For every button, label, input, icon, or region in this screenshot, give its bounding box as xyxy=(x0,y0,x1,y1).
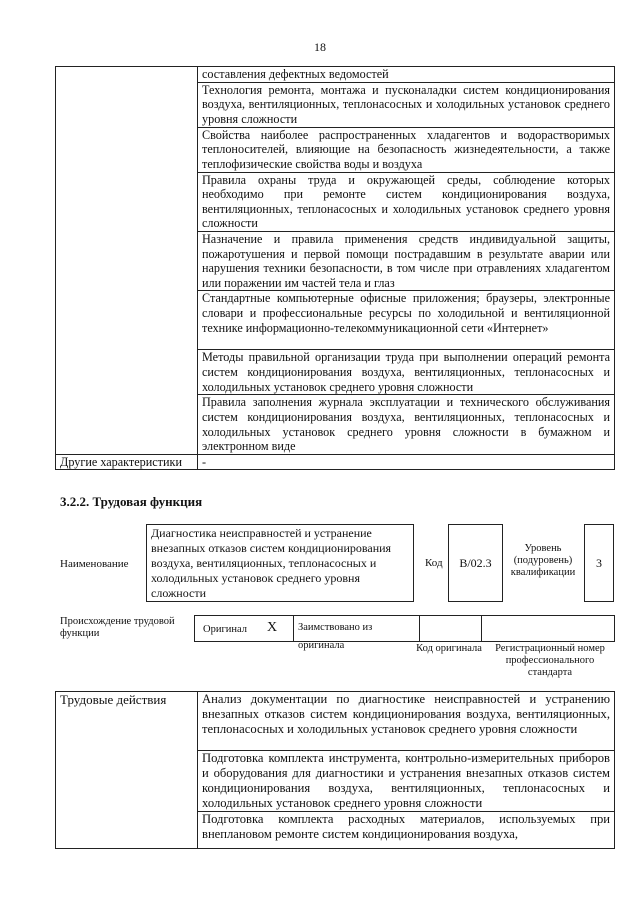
function-name: Диагностика неисправностей и устранение внезапных отказов систем кондиционирования воздуха, вентиляционных, теплонасосных и холодильных установок среднего уровня сложности xyxy=(151,526,392,600)
origin-label: Происхождение трудовой функции xyxy=(60,616,175,639)
knowledge-item: Правила охраны труда и окружающей среды, соблюдение которых необходимо при ремонте систем кондиционирования воздуха, вентиляционных, теплонасосных и холодильных установок среднего уровня сложности xyxy=(198,172,615,231)
original-code-box xyxy=(419,615,482,642)
code-value: B/02.3 xyxy=(459,556,492,570)
actions-label: Трудовые действия xyxy=(56,692,198,849)
table-row xyxy=(56,692,615,751)
regnum-box xyxy=(481,615,615,642)
action-item: Подготовка комплекта инструмента, контрольно-измерительных приборов и оборудования для диагностики и устранения внезапных отказов систем кондиционирования воздуха, вентиляционных, теплонасосных и холодильных установок среднего уровня сложности xyxy=(198,751,615,812)
code-caption: Код оригинала xyxy=(416,643,482,654)
borrowed-label: Заимствовано из оригинала xyxy=(298,622,373,651)
knowledge-item: Правила заполнения журнала эксплуатации и технического обслуживания систем кондиционирования воздуха, вентиляционных, теплонасосных и холодильных установок среднего уровня сложности в бумажном и электронном виде xyxy=(198,395,615,454)
original-label: Оригинал xyxy=(203,624,247,635)
level-box xyxy=(584,524,614,602)
name-label: Наименование xyxy=(60,558,129,570)
original-mark: X xyxy=(267,620,278,635)
knowledge-item: Технология ремонта, монтажа и пусконаладки систем кондиционирования воздуха, вентиляционных, теплонасосных и холодильных установок среднего уровня сложности xyxy=(198,82,615,127)
table-row xyxy=(56,67,615,83)
knowledge-item: Методы правильной организации труда при выполнении операций ремонта систем кондиционирования воздуха, вентиляционных, теплонасосных и холодильных установок среднего уровня сложности xyxy=(198,350,615,395)
code-box xyxy=(448,524,503,602)
borrowed-box xyxy=(293,615,420,651)
page-number: 18 xyxy=(314,40,326,54)
action-item: Анализ документации по диагностике неисправностей и устранению внезапных отказов систем кондиционирования воздуха, вентиляционных, теплонасосных и холодильных установок среднего уровня сложности xyxy=(198,692,615,751)
function-name-box xyxy=(146,524,414,602)
knowledge-item: составления дефектных ведомостей xyxy=(198,67,615,83)
actions-table xyxy=(55,691,615,849)
other-characteristics-value: - xyxy=(198,454,615,470)
section-title: 3.2.2. Трудовая функция xyxy=(60,494,203,509)
code-label: Код xyxy=(425,557,443,569)
level-value: 3 xyxy=(596,556,602,570)
knowledge-table xyxy=(55,66,615,470)
regnum-caption: Регистрационный номер профессионального стандарта xyxy=(495,643,605,678)
knowledge-item: Назначение и правила применения средств индивидуальной защиты, пожаротушения и первой помощи пострадавшим в результате аварии или нарушения техники безопасности, в том числе при отравлениях хладагентом или поражении им частей тела и глаз xyxy=(198,231,615,290)
knowledge-item: Свойства наиболее распространенных хладагентов и водорастворимых теплоносителей, влияющие на безопасность жизнедеятельности, а также теплофизические свойства воды и воздуха xyxy=(198,127,615,172)
other-characteristics-label: Другие характеристики xyxy=(56,454,198,470)
knowledge-item: Стандартные компьютерные офисные приложения; браузеры, электронные словари и профессиональные ресурсы по холодильной и вентиляционной технике информационно-телекоммуникационной сети «Интернет» xyxy=(198,291,615,350)
empty-label-cell xyxy=(56,67,198,455)
table-row xyxy=(56,454,615,470)
level-label: Уровень (подуровень) квалификации xyxy=(510,543,576,578)
action-item: Подготовка комплекта расходных материалов, используемых при внеплановом ремонте систем кондиционирования воздуха, xyxy=(198,812,615,849)
original-box xyxy=(194,615,294,642)
